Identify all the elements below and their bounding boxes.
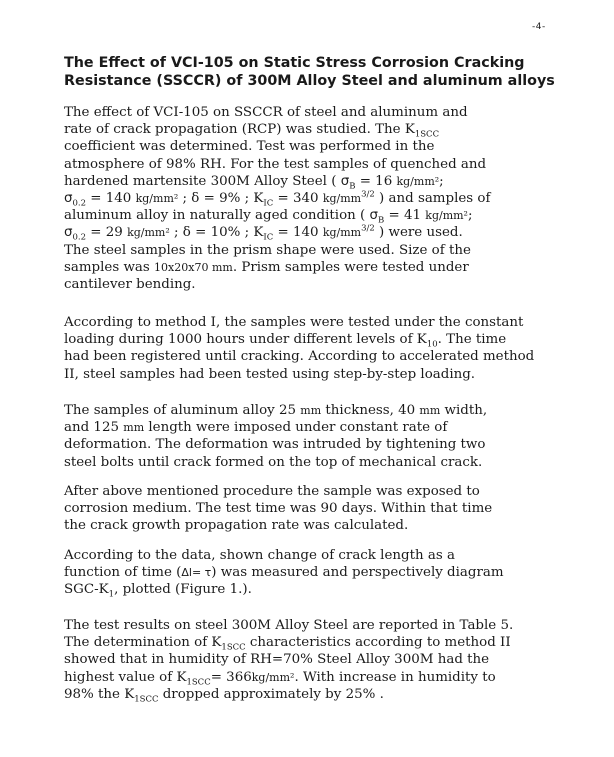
text-run: . Prism samples were tested under xyxy=(232,259,469,275)
subscript: B xyxy=(349,181,356,192)
text-run: . The time xyxy=(437,332,507,348)
paragraph-exposure xyxy=(64,483,604,535)
text-run: = 140 xyxy=(273,225,323,241)
text-line xyxy=(64,419,604,436)
text-run: characteristics according to method II xyxy=(245,635,511,651)
text-line: showed that in humidity of RH=70% Steel Alloy 300M had the xyxy=(64,652,490,668)
sigma-symbol: σ xyxy=(64,191,73,207)
sigma-symbol: σ xyxy=(340,173,350,189)
text-run: ) were used. xyxy=(374,225,463,241)
text-run: ; xyxy=(467,208,473,224)
text-line: After above mentioned procedure the sample was exposed to xyxy=(64,484,480,499)
unit: kg/mm² xyxy=(396,174,440,188)
text-line xyxy=(64,259,604,276)
text-line: According to method I, the samples were tested under the constant xyxy=(64,315,524,330)
unit: kg/mm² xyxy=(135,192,179,206)
text-line xyxy=(64,581,604,601)
paragraph-test-setup xyxy=(64,104,604,293)
text-line: The effect of VCI-105 on SSCCR of steel and aluminum and xyxy=(64,105,468,120)
text-run: The determination of K xyxy=(64,635,222,651)
subscript: IC xyxy=(263,233,274,244)
paragraph-method xyxy=(64,314,604,383)
text-run: ; δ = 10% ; K xyxy=(169,225,264,241)
text-run: function of time ( xyxy=(64,565,182,581)
paragraph-crack-length xyxy=(64,547,604,599)
superscript: 3/2 xyxy=(361,189,375,200)
dimension: 10x20x70 xyxy=(154,260,209,274)
text-run: , plotted (Figure 1.). xyxy=(114,582,252,598)
text-run: hardened martensite 300M Alloy Steel ( xyxy=(64,173,341,189)
text-line: atmosphere of 98% RH. For the test samples of quenched and xyxy=(64,156,487,172)
text-run: length were imposed under constant rate of xyxy=(144,420,448,436)
text-run: = 340 xyxy=(273,191,323,207)
text-line xyxy=(64,207,604,224)
text-run: ; xyxy=(439,173,444,189)
unit: kg/mm² xyxy=(251,670,295,684)
text-run: 98% the K xyxy=(64,686,135,702)
subscript: IC xyxy=(263,198,274,209)
text-run: highest value of K xyxy=(64,669,187,685)
text-line: had been registered until cracking. According to accelerated method xyxy=(64,349,535,365)
text-run: rate of crack propagation (RCP) was studied. The K xyxy=(64,122,415,138)
text-line: coefficient was determined. Test was performed in the xyxy=(64,139,435,155)
text-line: cantilever bending. xyxy=(64,277,196,293)
title-line-1: The Effect of VCI-105 on Static Stress Corrosion Cracking xyxy=(64,55,525,71)
subscript: 1SCC xyxy=(221,642,246,653)
text-run: and 125 xyxy=(64,420,124,436)
unit: mm xyxy=(208,260,233,274)
subscript: B xyxy=(378,215,385,226)
text-run: ) was measured and perspectively diagram xyxy=(211,565,504,581)
text-line xyxy=(64,686,604,703)
text-run: = 140 xyxy=(86,191,136,207)
unit: mm xyxy=(300,404,322,417)
subscript: 1SCC xyxy=(134,694,159,705)
paragraph-aluminum-samples xyxy=(64,402,604,471)
text-line xyxy=(64,173,604,190)
text-run: . With increase in humidity to xyxy=(294,669,496,685)
text-run: = 366 xyxy=(210,669,252,685)
text-line: deformation. The deformation was intruded by tightening two xyxy=(64,437,486,453)
unit: mm xyxy=(123,421,145,435)
text-line xyxy=(64,190,604,207)
title-line-2: Resistance (SSCCR) of 300M Alloy Steel and aluminum alloys xyxy=(64,73,555,89)
text-run: ; δ = 9% ; K xyxy=(178,191,264,207)
unit: kg/mm xyxy=(322,226,362,240)
text-line: The steel samples in the prism shape were used. Size of the xyxy=(64,242,471,258)
text-run: width, xyxy=(440,403,488,418)
subscript: 1SCC xyxy=(414,129,440,140)
text-run: The samples of aluminum alloy 25 xyxy=(64,403,301,418)
text-line xyxy=(64,634,604,651)
text-line xyxy=(64,223,604,244)
text-line: II, steel samples had been tested using step-by-step loading. xyxy=(64,366,476,382)
subscript: 10 xyxy=(426,339,438,350)
subscript: 0.2 xyxy=(72,233,87,244)
unit: kg/mm² xyxy=(127,226,170,240)
subscript: 1 xyxy=(108,590,115,601)
text-run: thickness, 40 xyxy=(321,403,420,418)
text-run: = 16 xyxy=(355,173,397,189)
text-line xyxy=(64,402,604,419)
text-line: According to the data, shown change of crack length as a xyxy=(64,548,455,563)
text-run: dropped approximately by 25% . xyxy=(158,686,384,702)
page-title xyxy=(64,54,584,90)
text-run: samples was xyxy=(64,259,155,275)
unit: kg/mm² xyxy=(425,209,468,223)
text-line: The test results on steel 300M Alloy Steel are reported in Table 5. xyxy=(64,618,514,633)
subscript: 1SCC xyxy=(186,677,211,688)
text-run: SGC-K xyxy=(64,582,109,598)
sigma-symbol: σ xyxy=(369,208,378,224)
text-run: = 29 xyxy=(86,225,128,241)
text-line xyxy=(64,564,604,581)
text-run: aluminum alloy in naturally aged condition ( xyxy=(64,208,370,224)
text-run: ) and samples of xyxy=(374,191,491,207)
unit: mm xyxy=(419,404,441,417)
text-line xyxy=(64,331,604,348)
subscript: 0.2 xyxy=(72,198,87,209)
unit: kg/mm xyxy=(322,192,362,206)
text-run: = 41 xyxy=(384,208,426,224)
text-run: loading during 1000 hours under different levels of K xyxy=(64,332,427,348)
text-line xyxy=(64,121,604,138)
page-number: -4- xyxy=(532,22,546,32)
text-line: steel bolts until crack formed on the top of mechanical crack. xyxy=(64,454,483,470)
text-line: corrosion medium. The test time was 90 days. Within that time xyxy=(64,501,493,517)
text-line xyxy=(64,669,604,686)
superscript: 3/2 xyxy=(361,223,375,234)
text-line: the crack growth propagation rate was calculated. xyxy=(64,518,409,534)
formula: Δl= τ xyxy=(181,566,212,580)
paragraph-results xyxy=(64,617,604,703)
sigma-symbol: σ xyxy=(64,225,73,241)
